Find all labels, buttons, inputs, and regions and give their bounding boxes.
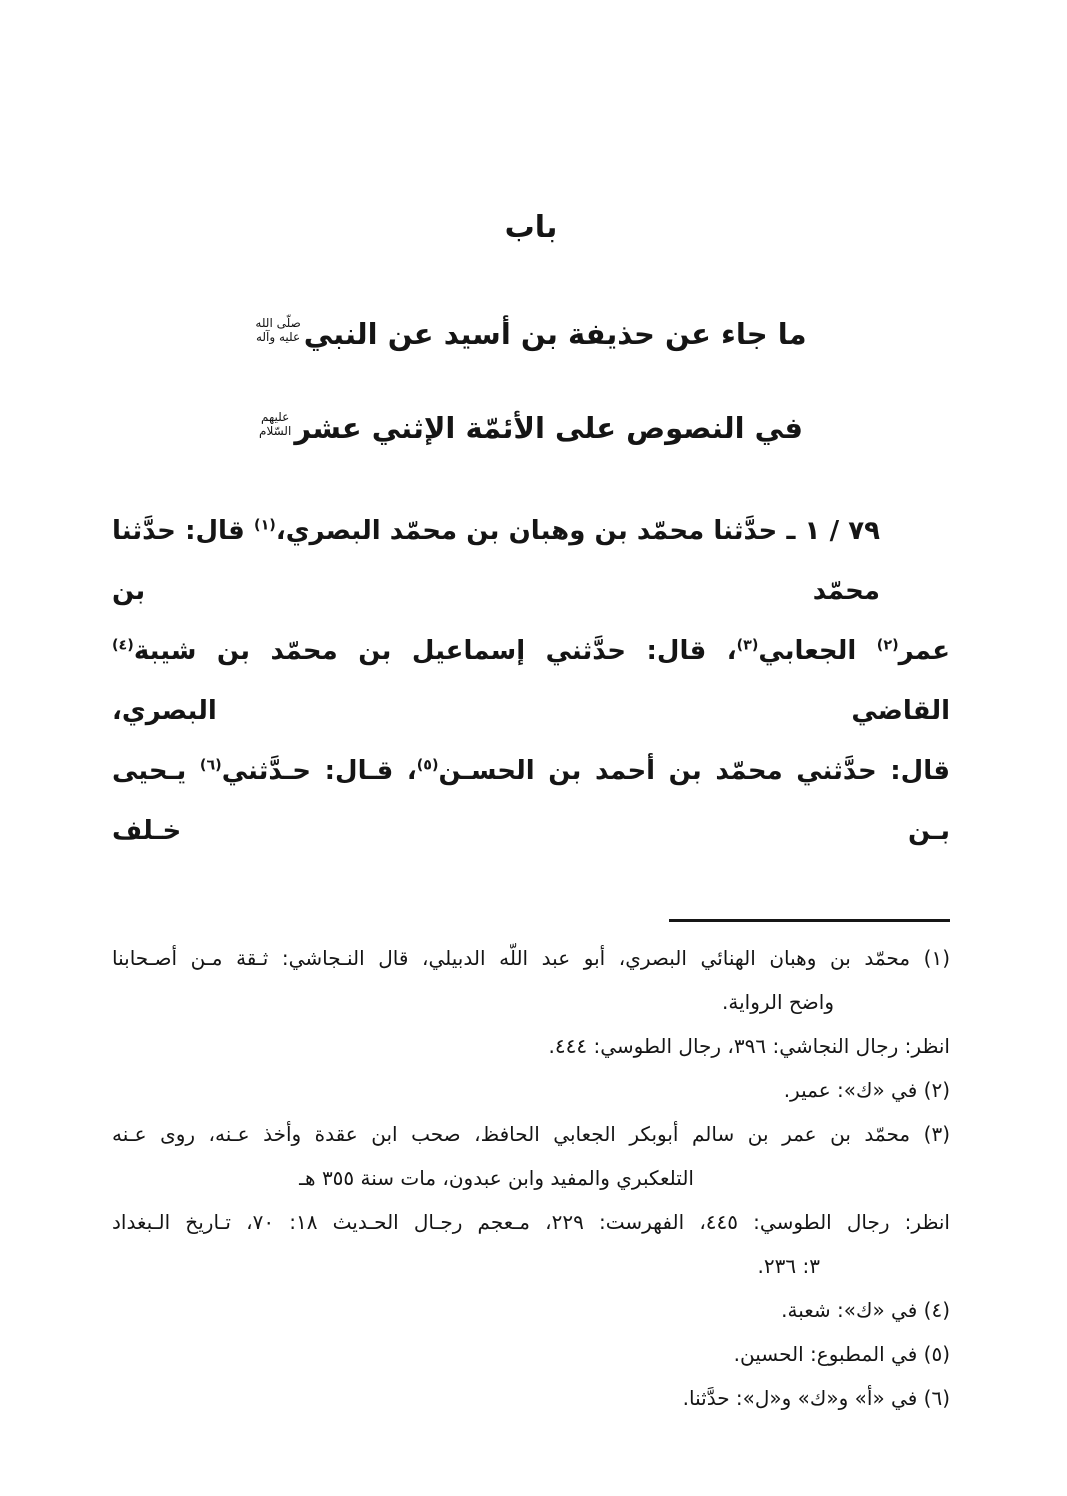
footnote-marker: (٣) [736,637,759,654]
chapter-title [112,317,950,351]
footnote-marker: (٥) [416,757,439,774]
footnote-1-references: انظر: رجال النجاشي: ٣٩٦، رجال الطوسي: ٤٤٤. [548,1034,950,1058]
honorific-line-1: عليهم [261,410,290,425]
prophet-honorific-mark [255,317,300,345]
imams-honorific-mark [259,411,291,439]
chapter-title-text: ما جاء عن حذيفة بن أسيد عن النبي [303,317,807,351]
text-run: ، قال: حدَّثني إسماعيل بن محمّد بن شيبة [133,636,737,666]
footnote-1-line-2: واضح الرواية. [721,990,834,1014]
text-run: ، قـال: حـدَّثني [221,756,417,786]
text-run: القاضي البصري، [112,696,950,726]
text-run: يـحيى بـن خـلف [112,756,950,846]
footnote-marker: (٦) [199,757,222,774]
text-run: الجعابي [758,636,877,666]
footnote-1-line-1: (١) محمّد بن وهبان الهنائي البصري، أبو عبد اللّه الدبيلي، قال النـجاشي: ثـقة مـن أصـحابنا [112,946,950,970]
footnote-4: (٤) في «ك»: شعبة. [781,1298,950,1322]
honorific-line-1: صلّى الله [255,316,301,331]
footnote-6: (٦) في «أ» و«ك» و«ل»: حدَّثنا. [682,1386,950,1410]
footnote-marker: (١) [254,517,276,534]
footnotes-section [112,936,950,1420]
honorific-line-2: السّلام [259,424,292,438]
chapter-label: باب [504,210,558,245]
footnote-3-line-2: التلعكبري والمفيد وابن عبدون، مات سنة ٣٥٥ هـ [299,1166,694,1190]
footnote-3-references: انظر: رجال الطوسي: ٤٤٥، الفهرست: ٢٢٩، مـعجم رجـال الحـديث ١٨: ٧٠، تـاريخ الـبغداد [112,1210,950,1234]
text-run: قال: حدَّثنا محمّد بن [112,516,880,606]
honorific-line-2: عليه وآله [255,330,301,344]
footnote-divider-rule [669,919,950,922]
matn-line-2 [112,621,950,741]
footnote-3-line-1: (٣) محمّد بن عمر بن سالم أبوبكر الجعابي الحافظ، صحب ابن عقدة وأخذ عـنه، روى عـنه [112,1122,950,1146]
footnote-2: (٢) في «ك»: عمير. [783,1078,950,1102]
matn-line-1 [112,501,950,621]
chapter-subtitle [112,411,950,445]
chapter-subtitle-text: في النصوص على الأئمّة الإثني عشر [294,411,803,445]
text-run: عمر [898,636,950,666]
footnote-3-references-cont: ٣: ٢٣٦. [757,1254,820,1278]
matn-line-3 [112,741,950,861]
text-run: قال: حدَّثني محمّد بن أحمد بن الحسـن [438,756,951,786]
footnote-marker: (٢) [876,637,899,654]
footnote-5: (٥) في المطبوع: الحسين. [733,1342,950,1366]
text-run: ٧٩ / ١ ـ حدَّثنا محمّد بن وهبان بن محمّد البصري، [275,516,880,546]
footnote-marker: (٤) [112,637,134,654]
hadith-body [112,501,950,861]
